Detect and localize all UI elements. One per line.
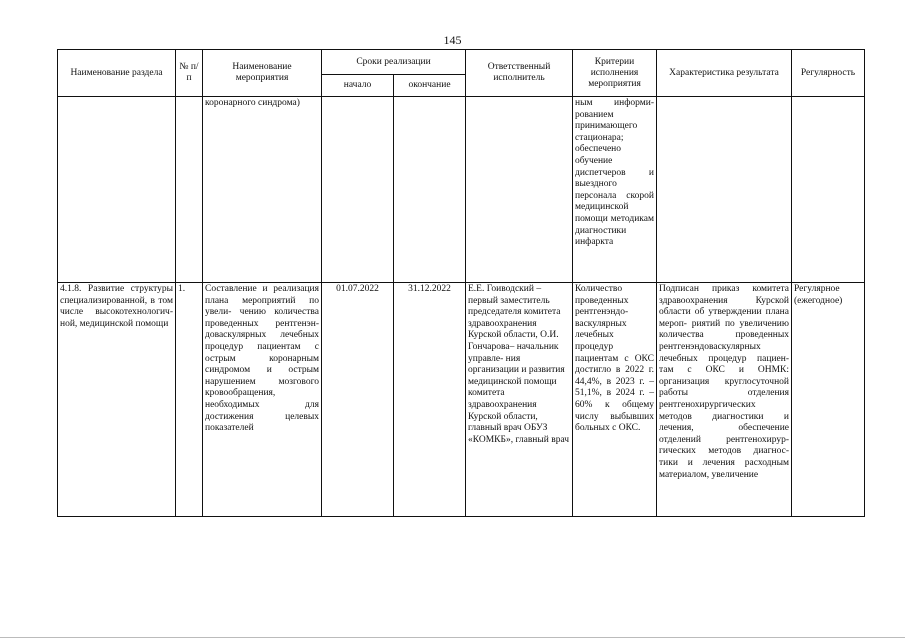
header-num: № п/п [176,50,203,97]
row1-event: коронарного синдрома) [203,97,322,283]
row1-regularity [792,97,865,283]
header-result: Характеристика результата [657,50,792,97]
row2-num: 1. [176,283,203,517]
header-responsible: Ответственный исполнитель [466,50,573,97]
row2-section: 4.1.8. Развитие структуры специализированной, в том числе высокотехнологич- ной, медицинской помощи [58,283,176,517]
row2-criteria: Количество проведенных рентгенэндо- васкулярных лечебных процедур пациентам с ОКС достигло в 2022 г. 44,4%, в 2023 г. – 51,1%, в 2024 г. – 60% к общему числу выбывших больных с ОКС. [573,283,657,517]
row1-result [657,97,792,283]
header-end: окончание [394,75,466,97]
row1-end [394,97,466,283]
row1-responsible [466,97,573,283]
header-event: Наименование мероприятия [203,50,322,97]
row2-result: Подписан приказ комитета здравоохранения Курской области об утверждении плана мероп- риятий по увеличению количества проведенных рентгенэндоваскулярных лечебных процедур пациен- там с ОКС и ОНМК: организация круглосуточной работы отделения рентгенохирургических методов диагностики и лечения, обеспечение отделений рентгенохирур- гических методов диагнос- тики и лечения расходным материалом, увеличение [657,283,792,517]
row1-section [58,97,176,283]
row1-num [176,97,203,283]
plan-table [57,49,865,517]
table-row [58,283,865,517]
header-start: начало [322,75,394,97]
header-row-1 [58,50,865,75]
table-row [58,97,865,283]
row2-event: Составление и реализация плана мероприятий по увели- чению количества проведенных рентгенэн- доваскулярных лечебных процедур пациентам с острым коронарным синдромом и острым нарушением мозгового кровообращения, необходимых для достижения целевых показателей [203,283,322,517]
header-section: Наименование раздела [58,50,176,97]
header-criteria: Критерии исполнения мероприятия [573,50,657,97]
row2-end: 31.12.2022 [394,283,466,517]
page-number: 145 [443,33,462,47]
page-edge-line [0,637,905,638]
row2-regularity: Регулярное (ежегодное) [792,283,865,517]
row1-start [322,97,394,283]
row2-responsible: Е.Е. Гоиводский – первый заместитель председателя комитета здравоохранения Курской области, О.И. Гончарова– начальник управле- ния организации и развития медицинской помощи комитета здравоохранения Курской области, главный врач ОБУЗ «КОМКБ», главный врач [466,283,573,517]
header-regularity: Регулярность [792,50,865,97]
row2-start: 01.07.2022 [322,283,394,517]
header-period: Сроки реализации [322,50,466,75]
row1-criteria: ным информи- рованием принимающего стационара; обеспечено обучение диспетчеров и выездного персонала скорой медицинской помощи методикам диагностики инфаркта [573,97,657,283]
